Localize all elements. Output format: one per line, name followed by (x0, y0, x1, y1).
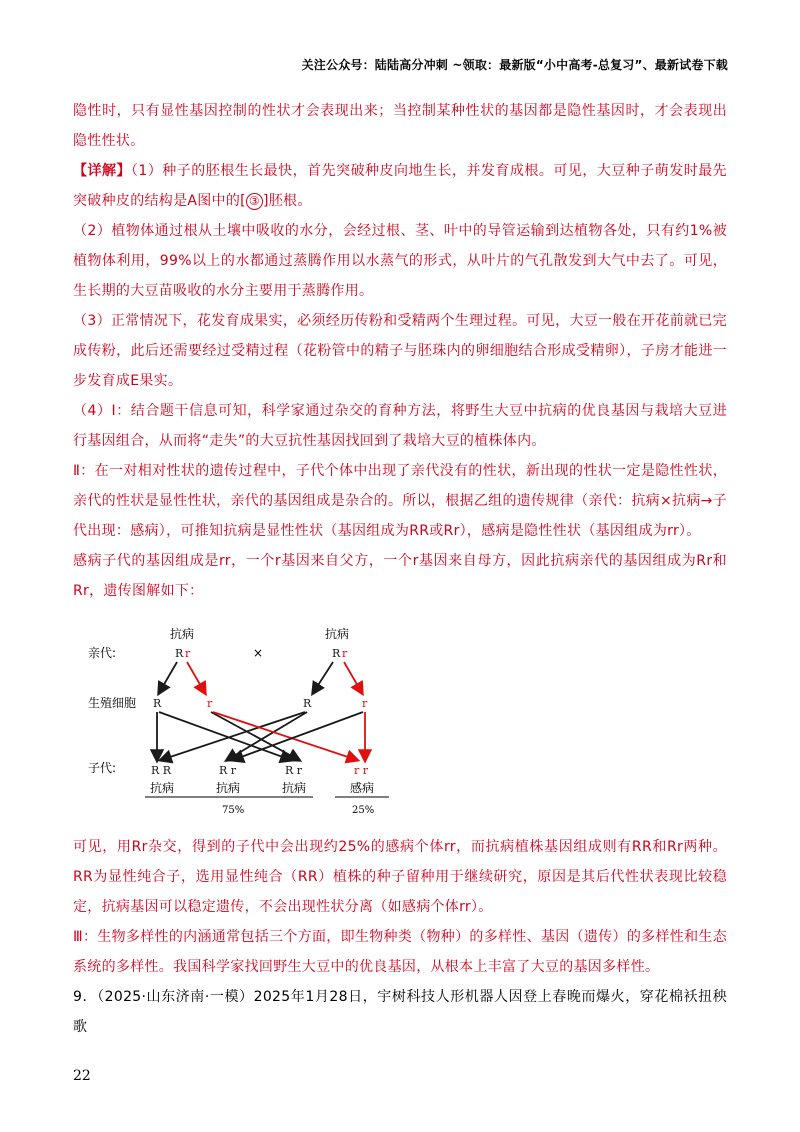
parent-left-trait: 抗病 (170, 627, 195, 641)
cross-symbol: × (253, 646, 264, 660)
gamete-row-label: 生殖细胞 (88, 696, 137, 710)
arrow-gamete-r-right-to-Rr1 (233, 712, 363, 760)
offspring-trait-3: 抗病 (282, 781, 307, 795)
paragraph-detail-4: （4）Ⅰ：结合题干信息可知，科学家通过杂交的育种方法，将野生大豆中抗病的优良基因与栽培大豆进行基因组合，从而将“走失”的大豆抗性基因找回到了栽培大豆的植株体内。 (73, 403, 727, 449)
parent-right-trait: 抗病 (325, 627, 350, 641)
detail-1-text-a: （1）种子的胚根生长最快，首先突破种皮向地生长，并发育成根。可见，大豆种子萌发时最先突破种皮的结构是A图中的[ (73, 163, 727, 209)
percent-susceptible: 25% (352, 805, 375, 816)
offspring-genotype-2: R r (219, 764, 237, 777)
gamete-r-left: r (207, 697, 213, 710)
paragraph-detail-3: （3）正常情况下，花发育成果实，必须经历传粉和受精两个生理过程。可见，大豆一般在开花前就已完成传粉，此后还需要经过受精过程（花粉管中的精子与胚珠内的卵细胞结合形成受精卵），子房才能进一步发育成E果实。 (73, 313, 727, 389)
offspring-genotype-4: r r (354, 764, 369, 777)
offspring-genotype-3: R r (285, 764, 303, 777)
parent-row-label: 亲代: (88, 646, 117, 660)
parent-right-allele-R: R (332, 647, 341, 660)
offspring-genotype-1: R R (151, 764, 172, 777)
arrow-gamete-R-right-to-Rr1 (227, 712, 307, 760)
gamete-R-left: R (153, 697, 162, 710)
percent-resistant: 75% (222, 805, 245, 816)
paragraph-detail-8: Ⅲ：生物多样性的内涵通常包括三个方面，即生物种类（物种）的多样性、基因（遗传）的多样性和生态系统的多样性。我国科学家找回野生大豆中的优良基因，从根本上丰富了大豆的基因多样性。 (73, 929, 727, 975)
gamete-r-right: r (362, 697, 368, 710)
offspring-trait-4: 感病 (350, 781, 375, 795)
detail-tag: 【详解】 (73, 163, 131, 179)
page-number: 22 (73, 1068, 91, 1084)
paragraph-detail-1 (73, 156, 727, 216)
offspring-trait-1: 抗病 (150, 781, 175, 795)
parent-left-allele-r: r (185, 647, 191, 660)
arrow-parent-right-r (344, 662, 362, 693)
parent-left-allele-R: R (175, 647, 184, 660)
gamete-R-right: R (303, 697, 312, 710)
offspring-trait-2: 抗病 (216, 781, 241, 795)
paragraph-detail-5: Ⅱ：在一对相对性状的遗传过程中，子代个体中出现了亲代没有的性状，新出现的性状一定是隐性性状，亲代的性状是显性性状，亲代的基因组成是杂合的。所以，根据乙组的遗传规律（亲代：抗病×抗病→子代出现：感病），可推知抗病是显性性状（基因组成为RR或Rr），感病是隐性性状（基因组成为rr）。 (73, 463, 727, 539)
circled-number-3: ③ (246, 193, 263, 210)
page-header: 关注公众号：陆陆高分冲刺 ~领取：最新版“小中高考-总复习”、最新试卷下载 (301, 58, 728, 72)
arrow-parent-left-r (187, 662, 205, 693)
parent-right-allele-r: r (342, 647, 348, 660)
paragraph-intro: 隐性时，只有显性基因控制的性状才会表现出来；当控制某种性状的基因都是隐性基因时，才会表现出隐性性状。 (73, 103, 727, 149)
paragraph-detail-6: 感病子代的基因组成是rr，一个r基因来自父方，一个r基因来自母方，因此抗病亲代的基因组成为Rr和Rr，遗传图解如下： (73, 553, 727, 599)
genetic-cross-diagram (73, 620, 413, 820)
question-9-stem: 9．（2025·山东济南·一模）2025年1月28日，宇树科技人形机器人因登上春晚而爆火，穿花棉袄扭秧歌 (73, 989, 727, 1035)
arrow-parent-right-R (313, 662, 333, 693)
paragraph-detail-2: （2）植物体通过根从土壤中吸收的水分，会经过根、茎、叶中的导管运输到达植物各处，只有约1%被植物体利用，99%以上的水都通过蒸腾作用以水蒸气的形式，从叶片的气孔散发到大气中去了。可见，生长期的大豆苗吸收的水分主要用于蒸腾作用。 (73, 223, 727, 299)
offspring-row-label: 子代: (88, 761, 117, 775)
paragraph-detail-7: 可见，用Rr杂交，得到的子代中会出现约25%的感病个体rr，而抗病植株基因组成则有RR和Rr两种。RR为显性纯合子，选用显性纯合（RR）植株的种子留种用于继续研究，原因是其后代性状表现比较稳定，抗病基因可以稳定遗传，不会出现性状分离（如感病个体rr）。 (73, 839, 727, 915)
detail-1-text-b: ]胚根。 (262, 193, 312, 209)
arrow-parent-left-R (159, 662, 177, 693)
